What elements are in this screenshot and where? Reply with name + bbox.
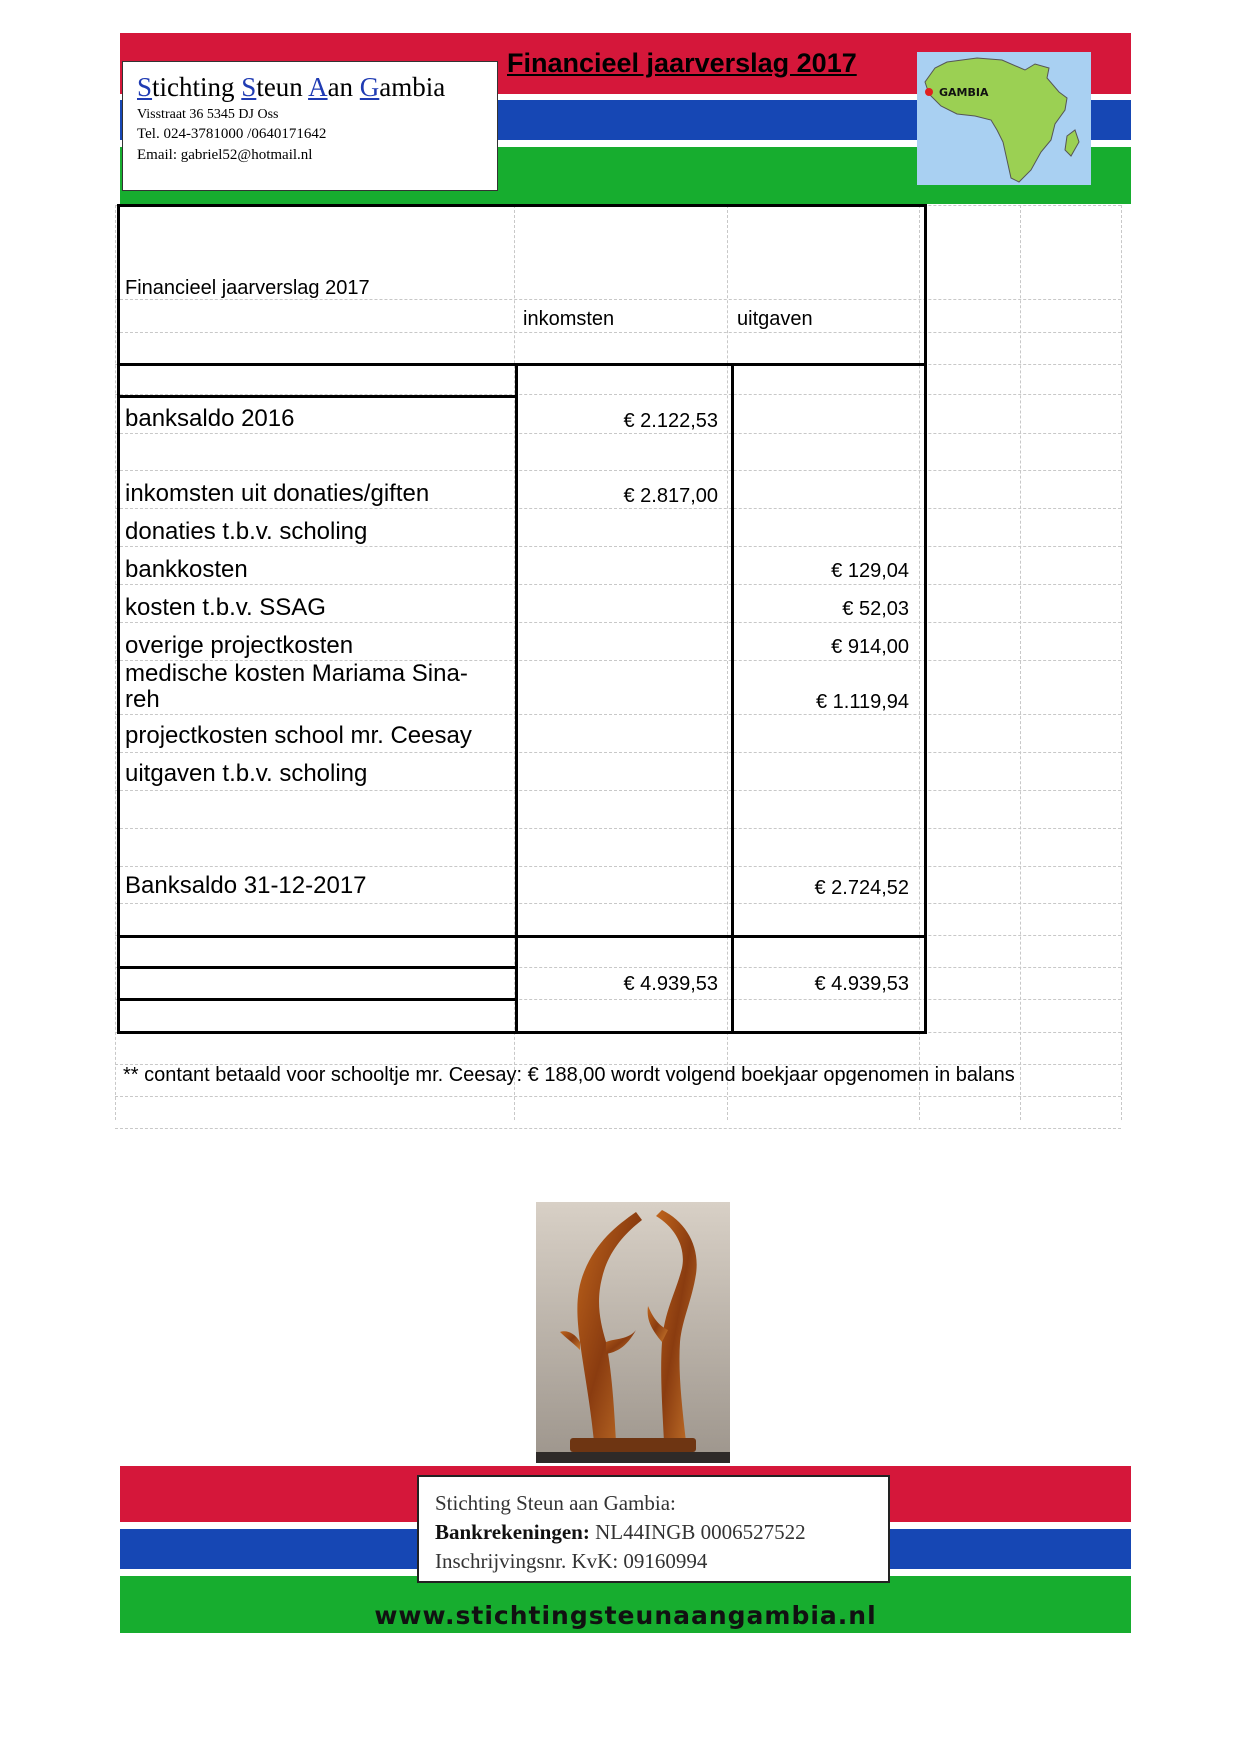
table-border [117,204,120,1034]
kvk-line: Inschrijvingsnr. KvK: 09160994 [435,1549,708,1573]
grid-line [919,205,920,1120]
grid-line [115,546,1121,547]
table-border [117,966,517,969]
org-address: Visstraat 36 5345 DJ Oss [137,107,279,122]
africa-map-icon [917,52,1091,185]
org-word: ambia [379,72,446,102]
map-label: GAMBIA [939,86,989,99]
row-label-line2: reh [125,686,160,713]
grid-line [115,866,1121,867]
hands-sculpture-icon [536,1202,730,1463]
grid-line [115,1128,1121,1129]
organization-box [122,61,498,191]
row-label: donaties t.b.v. scholing [125,518,368,545]
grid-line [115,790,1121,791]
table-border [117,935,927,938]
sculpture-photo [536,1202,730,1463]
column-header-income: inkomsten [523,308,615,330]
row-income: € 2.122,53 [623,410,718,432]
grid-line [115,205,116,1120]
row-label: kosten t.b.v. SSAG [125,594,326,621]
row-label: uitgaven t.b.v. scholing [125,760,368,787]
grid-line [115,433,1121,434]
row-label: Banksaldo 31-12-2017 [125,872,367,899]
row-expense: € 914,00 [831,636,909,658]
grid-line [115,508,1121,509]
grid-line [115,903,1121,904]
grid-line [115,714,1121,715]
row-label: inkomsten uit donaties/giften [125,480,430,507]
table-title: Financieel jaarverslag 2017 [125,277,370,299]
table-border [117,1031,927,1034]
row-label: overige projectkosten [125,632,354,659]
bank-info-box [417,1475,890,1583]
row-label: banksaldo 2016 [125,405,295,432]
table-border [117,998,517,1001]
org-initial: A [308,72,328,102]
organization-name [137,72,497,102]
row-expense: € 52,03 [842,598,909,620]
org-initial: S [137,72,153,102]
org-initial: S [241,72,257,102]
row-expense: € 2.724,52 [814,877,909,899]
org-word: an [327,72,360,102]
row-expense: € 129,04 [831,560,909,582]
bank-label: Bankrekeningen: [435,1520,590,1544]
row-label: bankkosten [125,556,248,583]
org-initial: G [359,72,380,102]
grid-line [115,584,1121,585]
footer-org-line: Stichting Steun aan Gambia: [435,1491,676,1515]
report-title: Financieel jaarverslag 2017 [507,48,857,78]
grid-line [115,470,1121,471]
footnote: ** contant betaald voor schooltje mr. Ceesay: € 188,00 wordt volgend boekjaar opgenomen in balans [123,1064,1015,1086]
org-word: teun [256,72,309,102]
org-phone: Tel. 024-3781000 /0640171642 [137,126,327,142]
row-label: projectkosten school mr. Ceesay [125,722,472,749]
grid-line [1121,205,1122,1120]
table-border [731,363,734,1033]
africa-map-image [917,52,1091,185]
grid-line [115,332,1121,333]
grid-line [727,205,728,1120]
grid-line [115,828,1121,829]
table-border [117,204,927,207]
column-header-expense: uitgaven [737,308,813,330]
bank-account: NL44INGB 0006527522 [589,1520,806,1544]
bank-account-line [435,1518,888,1547]
grid-line [1020,205,1021,1120]
org-word: tichting [152,72,242,102]
table-border [924,204,927,1034]
grid-line [115,622,1121,623]
total-expense: € 4.939,53 [814,973,909,995]
row-expense: € 1.119,94 [815,691,909,713]
table-border [515,363,518,1033]
row-income: € 2.817,00 [623,485,718,507]
grid-line [115,1096,1121,1097]
grid-line [115,752,1121,753]
total-income: € 4.939,53 [623,973,718,995]
row-label-line1: medische kosten Mariama Sina- [125,660,468,687]
website-url[interactable]: www.stichtingsteunaangambia.nl [374,1601,877,1630]
table-border [117,363,927,366]
table-border [117,395,517,398]
org-email: Email: gabriel52@hotmail.nl [137,147,313,163]
